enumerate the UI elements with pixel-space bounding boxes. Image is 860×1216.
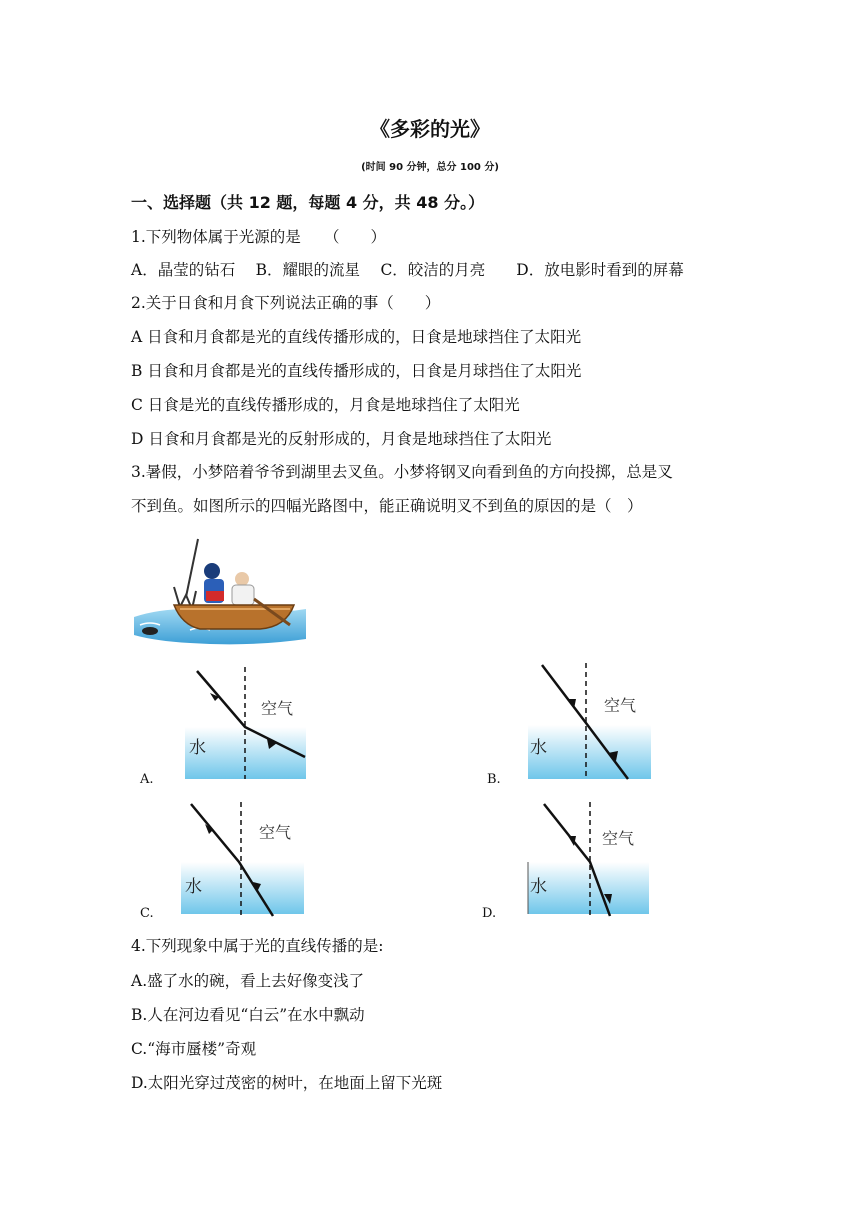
water-label: 水 (530, 738, 547, 758)
q1-options: A．晶莹的钻石 B．耀眼的流星 C．皎洁的月亮 D．放电影时看到的屏幕 (131, 261, 684, 279)
water-label: 水 (185, 877, 202, 897)
section-heading: 一、选择题（共 12 题，每题 4 分，共 48 分。） (131, 193, 485, 212)
q3-diagram-d (524, 800, 649, 918)
exam-info: (时间 90 分钟，总分 100 分) (361, 162, 499, 173)
q4-option-c: C.“海市蜃楼”奇观 (131, 1040, 257, 1058)
q2-option-a: A 日食和月食都是光的直线传播形成的，日食是地球挡住了太阳光 (131, 328, 582, 346)
q2-option-b: B 日食和月食都是光的直线传播形成的，日食是月球挡住了太阳光 (131, 362, 582, 380)
q2-option-c: C 日食是光的直线传播形成的，月食是地球挡住了太阳光 (131, 396, 520, 414)
q3-option-a-label: A. (140, 772, 154, 787)
q4-option-a: A.盛了水的碗，看上去好像变浅了 (131, 972, 365, 990)
air-label: 空气 (259, 823, 292, 842)
q4-option-d: D.太阳光穿过茂密的树叶，在地面上留下光斑 (131, 1074, 443, 1092)
air-label: 空气 (602, 829, 635, 848)
q4-option-b: B.人在河边看见“白云”在水中飘动 (131, 1006, 365, 1024)
air-label: 空气 (604, 696, 637, 715)
q3-diagram-b (528, 661, 653, 781)
q3-option-b-label: B. (487, 772, 501, 787)
q3-option-d-label: D. (482, 906, 497, 921)
q2-stem: 2.关于日食和月食下列说法正确的事（ ） (131, 294, 441, 312)
water-label: 水 (189, 738, 206, 758)
q2-option-d: D 日食和月食都是光的反射形成的，月食是地球挡住了太阳光 (131, 430, 552, 448)
fishing-boat-illustration (130, 535, 310, 650)
q3-diagram-c (181, 800, 306, 918)
q3-stem-line2: 不到鱼。如图所示的四幅光路图中，能正确说明叉不到鱼的原因的是（ ） (131, 497, 643, 515)
q3-stem-line1: 3.暑假，小梦陪着爷爷到湖里去叉鱼。小梦将钢叉向看到鱼的方向投掷，总是叉 (131, 463, 673, 481)
q3-diagram-a (183, 665, 308, 781)
q3-option-c-label: C. (140, 906, 154, 921)
q4-stem: 4.下列现象中属于光的直线传播的是: (131, 937, 384, 955)
water-label: 水 (530, 877, 547, 897)
page-title: 《多彩的光》 (370, 117, 490, 141)
air-label: 空气 (261, 699, 294, 718)
q1-stem: 1.下列物体属于光源的是 （ ） (131, 228, 387, 246)
